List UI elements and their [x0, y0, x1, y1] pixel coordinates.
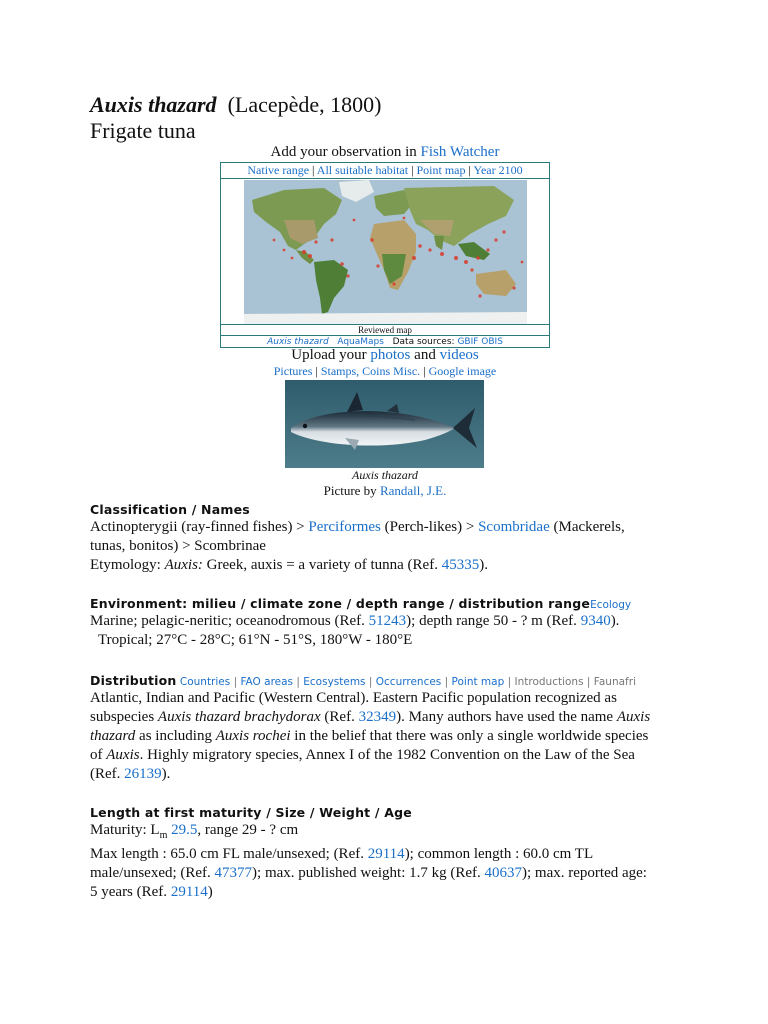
- occurrences-link[interactable]: Occurrences: [375, 676, 442, 688]
- common-name: Frigate tuna: [90, 118, 196, 143]
- ecology-link[interactable]: Ecology: [590, 599, 632, 611]
- world-map-graphic: [244, 180, 527, 324]
- picture-links: Pictures | Stamps, Coins Misc. | Google image: [273, 364, 497, 378]
- ref-40637-link[interactable]: 40637: [484, 865, 523, 881]
- pictures-link[interactable]: Pictures: [273, 364, 313, 378]
- countries-link[interactable]: Countries: [179, 676, 231, 688]
- ref-26139-link[interactable]: 26139: [124, 766, 162, 782]
- fao-areas-link[interactable]: FAO areas: [240, 676, 294, 688]
- ref-47377-link[interactable]: 47377: [214, 865, 253, 881]
- map-species-link[interactable]: Auxis thazard: [267, 337, 329, 347]
- length-text: Maturity: $L_m$ 29.5, range 29 - ? cm Max length : 65.0 cm FL male/unsexed; (Ref. 29114); common length : 60.0 cm TL male/unsexed; (Ref. 47377); max. published weight: 1.7 kg (Ref. 40637); max. reported age: 5 years (Ref. 29114): [90, 822, 647, 900]
- perciformes-link[interactable]: Perciformes: [308, 519, 381, 535]
- photographer-link[interactable]: Randall, J.E.: [379, 483, 447, 498]
- fish-photo[interactable]: [285, 380, 484, 468]
- classification-heading: Classification / Names: [90, 502, 250, 517]
- species-author: (Lacepède, 1800): [227, 92, 382, 117]
- videos-link[interactable]: videos: [439, 347, 479, 363]
- figure-caption: Auxis thazard: [352, 468, 418, 482]
- environment-heading: Environment: milieu / climate zone / depth range / distribution rangeEcology: [90, 596, 632, 611]
- distribution-heading: Distribution Countries | FAO areas | Ecosystems | Occurrences | Point map | Introductions | Faunafri: [90, 673, 636, 688]
- introductions-link[interactable]: Introductions: [514, 676, 584, 688]
- distribution-point-map-link[interactable]: Point map: [451, 676, 505, 688]
- ref-9340-link[interactable]: 9340: [580, 613, 611, 629]
- ref-32349-link[interactable]: 32349: [358, 709, 397, 725]
- ref-45335-link[interactable]: 45335: [441, 557, 480, 573]
- environment-text: Marine; pelagic-neritic; oceanodromous (Ref. 51243); depth range 50 - ? m (Ref. 9340). Tropical; 27°C - 28°C; 61°N - 51°S, 180°W - 180°E: [90, 613, 620, 648]
- length-heading: Length at first maturity / Size / Weight / Age: [90, 805, 412, 820]
- maturity-link[interactable]: 29.5: [171, 822, 198, 838]
- aquamaps-link[interactable]: AquaMaps: [337, 337, 384, 347]
- stamps-coins-link[interactable]: Stamps, Coins Misc.: [320, 364, 421, 378]
- ref-29114-age-link[interactable]: 29114: [170, 884, 208, 900]
- classification-text: Actinopterygii (ray-finned fishes) > Perciformes (Perch-likes) > Scombridae (Mackerels, tunas, bonitos) > Scombrinae Etymology: Auxis: Greek, auxis = a variety of tunna (Ref. 45335).: [90, 518, 690, 575]
- map-links-bar: Native range | All suitable habitat | Point map | Year 2100: [221, 163, 549, 179]
- faunafri-link[interactable]: Faunafri: [593, 676, 636, 688]
- ref-29114-link[interactable]: 29114: [367, 846, 405, 862]
- fish-watcher-link[interactable]: Fish Watcher: [420, 144, 500, 160]
- scombridae-link[interactable]: Scombridae: [478, 519, 550, 535]
- gbif-obis-link[interactable]: GBIF OBIS: [457, 337, 503, 347]
- tuna-illustration: [285, 380, 484, 468]
- scientific-name: Auxis thazard: [90, 92, 217, 117]
- distribution-text: Atlantic, Indian and Pacific (Western Central). Eastern Pacific population recognized as subspecies Auxis thazard brachydorax (Ref. 32349). Many authors have used the name Auxis thazard as including Auxis rochei in the belief that there was only a single worldwide species of Auxis. Highly migratory species, Annex I of the 1982 Convention on the Law of the Sea (Ref. 26139).: [90, 690, 651, 782]
- picture-credit: Picture by Randall, J.E.: [323, 483, 447, 498]
- all-suitable-habitat-link[interactable]: All suitable habitat: [316, 163, 409, 177]
- fish-watcher-line: Add your observation in Fish Watcher: [270, 144, 500, 160]
- species-title: [90, 92, 381, 118]
- range-map-box: [220, 162, 550, 348]
- native-range-link[interactable]: Native range: [247, 163, 310, 177]
- ref-51243-link[interactable]: 51243: [368, 613, 407, 629]
- photos-link[interactable]: photos: [370, 347, 411, 363]
- ecosystems-link[interactable]: Ecosystems: [303, 676, 366, 688]
- data-sources-label: Data sources:: [392, 337, 455, 347]
- etymology-line: Etymology: Auxis: Greek, auxis = a variety of tunna (Ref. 45335).: [90, 557, 488, 573]
- world-distribution-map[interactable]: [244, 180, 527, 324]
- point-map-link[interactable]: Point map: [416, 163, 466, 177]
- reviewed-map-label: Reviewed map: [221, 324, 549, 336]
- year-2100-link[interactable]: Year 2100: [473, 163, 523, 177]
- upload-line: Upload your photos and videos: [291, 347, 479, 363]
- google-image-link[interactable]: Google image: [428, 364, 497, 378]
